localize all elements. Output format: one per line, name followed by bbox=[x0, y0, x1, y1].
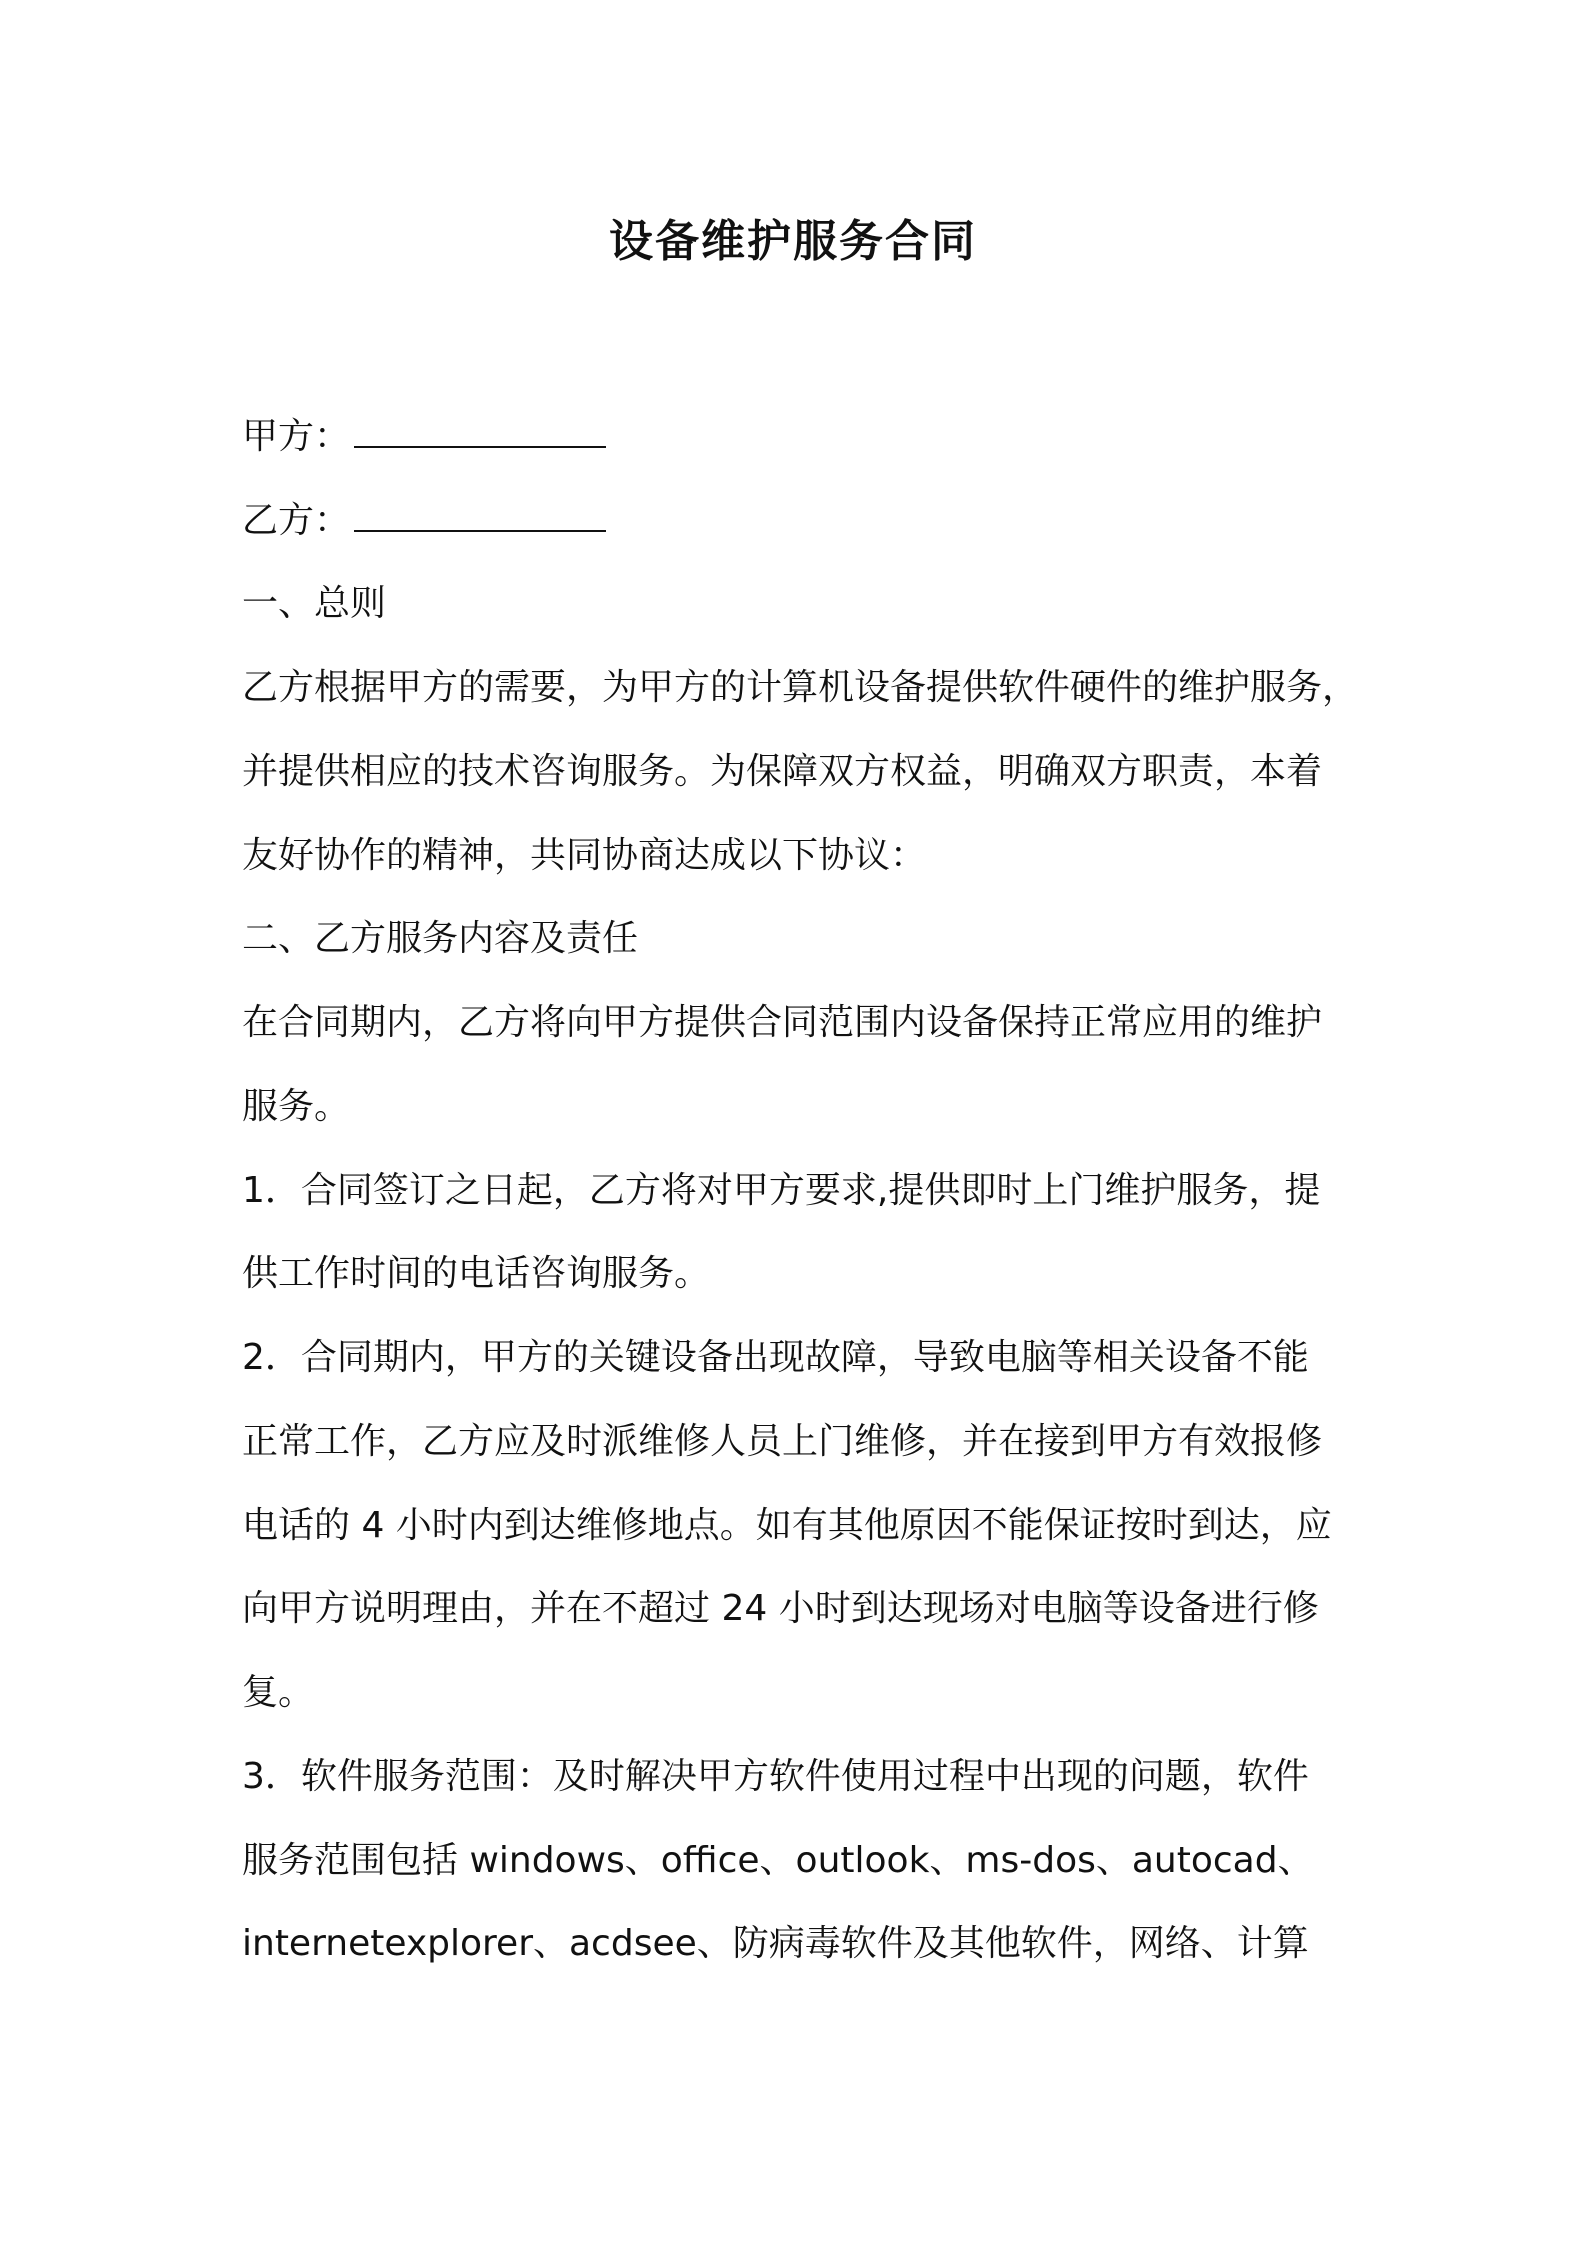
clause-2-line: 复。 bbox=[242, 1672, 315, 1713]
document-title: 设备维护服务合同 bbox=[609, 216, 977, 267]
clause-2-line: 正常工作，乙方应及时派维修人员上门维修，并在接到甲方有效报修 bbox=[242, 1421, 1323, 1462]
paragraph-line: 友好协作的精神，共同协商达成以下协议： bbox=[242, 835, 927, 876]
party-b-label: 乙方： bbox=[242, 500, 351, 541]
clause-3-line: internetexplorer、acdsee、防病毒软件及其他软件，网络、计算 bbox=[242, 1923, 1309, 1964]
party-a-blank bbox=[354, 412, 606, 448]
party-b-blank bbox=[354, 496, 606, 532]
clause-1-line: 1．合同签订之日起，乙方将对甲方要求,提供即时上门维护服务，提 bbox=[242, 1170, 1321, 1211]
paragraph-line: 乙方根据甲方的需要，为甲方的计算机设备提供软件硬件的维护服务， bbox=[242, 667, 1359, 708]
section-heading-services: 二、乙方服务内容及责任 bbox=[242, 918, 639, 959]
clause-2-line: 向甲方说明理由，并在不超过 24 小时到达现场对电脑等设备进行修 bbox=[242, 1588, 1319, 1629]
party-a-label: 甲方： bbox=[242, 416, 351, 457]
clause-3-line: 3．软件服务范围：及时解决甲方软件使用过程中出现的问题，软件 bbox=[242, 1756, 1309, 1797]
section-heading-general: 一、总则 bbox=[242, 583, 387, 624]
clause-2-line: 电话的 4 小时内到达维修地点。如有其他原因不能保证按时到达，应 bbox=[242, 1505, 1332, 1546]
clause-3-line: 服务范围包括 windows、office、outlook、ms-dos、autocad、 bbox=[242, 1840, 1314, 1881]
clause-1-line: 供工作时间的电话咨询服务。 bbox=[242, 1253, 711, 1294]
paragraph-line: 服务。 bbox=[242, 1086, 351, 1127]
party-a-field bbox=[242, 412, 1362, 462]
paragraph-line: 并提供相应的技术咨询服务。为保障双方权益，明确双方职责，本着 bbox=[242, 751, 1323, 792]
party-b-field bbox=[242, 496, 1362, 546]
paragraph-line: 在合同期内，乙方将向甲方提供合同范围内设备保持正常应用的维护 bbox=[242, 1002, 1323, 1043]
clause-2-line: 2．合同期内，甲方的关键设备出现故障，导致电脑等相关设备不能 bbox=[242, 1337, 1309, 1378]
